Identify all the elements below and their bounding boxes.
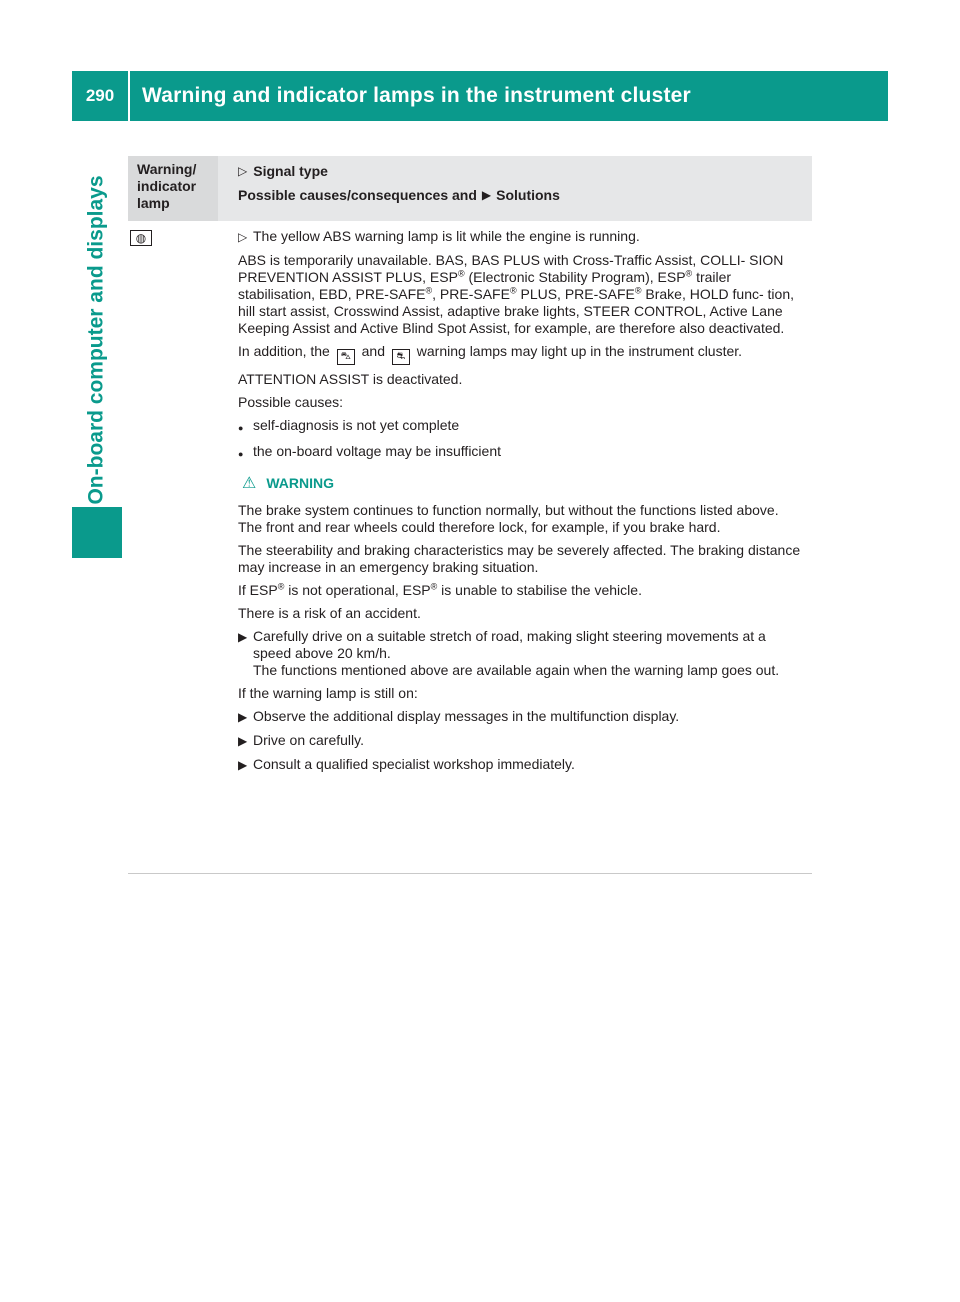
warning-triangle-icon: ⚠ bbox=[242, 475, 257, 492]
side-tab-label: On-board computer and displays bbox=[85, 174, 108, 505]
lane-keeping-icon: ⛍ bbox=[337, 349, 355, 365]
table-header-signal-column bbox=[238, 163, 560, 204]
step-arrow-icon: ▶ bbox=[238, 710, 248, 724]
warning-paragraph: There is a risk of an accident. bbox=[238, 605, 421, 621]
warning-paragraph: The steerability and braking characteristics may be severely affected. The braking distance may increase in an emergency braking situation. bbox=[238, 542, 801, 575]
solutions-label: Solutions bbox=[496, 187, 560, 203]
page-title: Warning and indicator lamps in the instrument cluster bbox=[142, 84, 691, 107]
list-item: ● the on-board voltage may be insufficient bbox=[238, 443, 804, 463]
step-arrow-icon: ▶ bbox=[238, 630, 248, 644]
possible-causes-heading: Possible causes: bbox=[238, 394, 344, 410]
still-on-paragraph: If the warning lamp is still on: bbox=[238, 685, 418, 701]
warning-paragraph: If ESP® is not operational, ESP® is unable to stabilise the vehicle. bbox=[238, 581, 642, 598]
signal-type-icon: ▷ bbox=[238, 164, 248, 178]
solution-step: ▶ Observe the additional display messages in the multifunction display. bbox=[238, 708, 680, 724]
table-row-content bbox=[238, 228, 804, 780]
warning-heading: ⚠ WARNING bbox=[242, 475, 335, 492]
lane-off-icon: ⛐ bbox=[392, 349, 410, 365]
warning-paragraph: The brake system continues to function normally, but without the functions listed above. The front and rear wheels could therefore lock, for example, if you brake hard. bbox=[238, 502, 779, 535]
solutions-icon: ▶ bbox=[481, 188, 492, 202]
bullet-icon: ● bbox=[238, 449, 244, 459]
attention-assist-paragraph: ATTENTION ASSIST is deactivated. bbox=[238, 371, 463, 387]
table-header-lamp-column bbox=[128, 156, 218, 221]
signal-type-icon: ▷ bbox=[238, 230, 248, 244]
solution-step: ▶ Consult a qualified specialist workshop immediately. bbox=[238, 756, 575, 772]
lamp-column-label: Warning/ indicator lamp bbox=[137, 161, 197, 211]
additional-lamps-paragraph: In addition, the ⛍ and ⛐ warning lamps may light up in the instrument cluster. bbox=[238, 343, 804, 365]
step-arrow-icon: ▶ bbox=[238, 758, 248, 772]
consequences-paragraph: ABS is temporarily unavailable. BAS, BAS PLUS with Cross-Traffic Assist, COLLI- SION PREVENTION ASSIST PLUS, ESP® (Electronic Stability Program), ESP® trailer stabilisation, EBD, PRE-SAFE®, PRE-SAFE® PLUS, PRE-SAFE® Brake, HOLD func- tion, hill start assist, Crosswind Assist, adaptive brake lights, STEER CONTROL, Active Lane Keeping Assist and Active Blind Spot Assist, for example, are therefore also deactivated. bbox=[238, 252, 795, 336]
list-item: ● self-diagnosis is not yet complete bbox=[238, 417, 804, 437]
signal-line: ▷ The yellow ABS warning lamp is lit while the engine is running. bbox=[238, 228, 640, 244]
solution-step: ▶ Carefully drive on a suitable stretch of road, making slight steering movements at a speed above 20 km/h. The functions mentioned above are available again when the warning lamp goes out. bbox=[238, 628, 780, 678]
side-tab bbox=[72, 121, 122, 558]
table-bottom-rule bbox=[128, 873, 812, 874]
signal-type-label: Signal type bbox=[253, 163, 328, 179]
step-arrow-icon: ▶ bbox=[238, 734, 248, 748]
page-number: 290 bbox=[85, 86, 115, 105]
abs-warning-lamp-icon: ◍ bbox=[130, 230, 152, 246]
side-tab-marker bbox=[72, 507, 122, 558]
page-header bbox=[72, 71, 888, 121]
bullet-icon: ● bbox=[238, 423, 244, 433]
solution-step: ▶ Drive on carefully. bbox=[238, 732, 365, 748]
causes-label: Possible causes/consequences and bbox=[238, 187, 477, 203]
table-header bbox=[128, 156, 812, 221]
